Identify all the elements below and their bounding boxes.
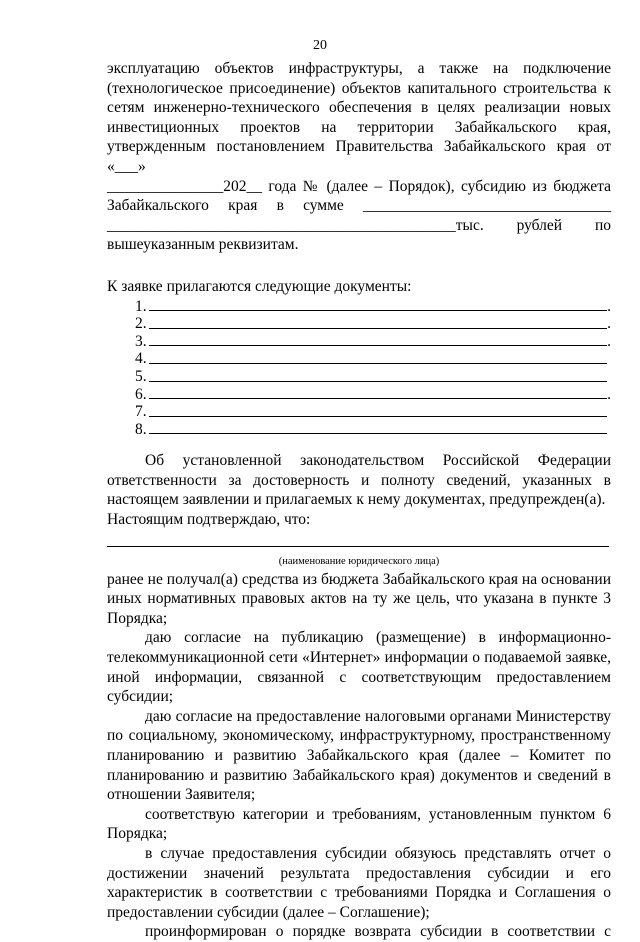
paragraph-previous-funds	[107, 570, 611, 629]
text-line: предоставлении субсидии (далее – Соглашение);	[107, 903, 430, 921]
attachment-number: 1.	[135, 297, 147, 315]
fill-in-line	[149, 398, 607, 399]
fill-in-line	[149, 416, 607, 417]
text-line: (технологическое присоединение) объектов капитального строительства к	[107, 79, 611, 97]
text-line: отношении Заявителя;	[107, 786, 256, 804]
text-line: даю согласие на публикацию (размещение) в информационно-	[145, 629, 611, 647]
attachment-number: 8.	[135, 420, 147, 438]
paragraph-refund-procedure	[107, 922, 611, 942]
attachment-line	[135, 314, 611, 332]
text-line: планированию и развитию Забайкальского края (далее – Комитет по	[107, 747, 611, 764]
attachment-end: .	[607, 332, 611, 350]
text-line: утвержденным постановлением Правительства Забайкальского края от «___»	[107, 138, 611, 175]
attachment-number: 2.	[135, 315, 147, 333]
text-line: достижении значений результата предоставления субсидии и его	[107, 864, 611, 882]
attachment-number: 4.	[135, 350, 147, 368]
attachment-number: 6.	[135, 385, 147, 403]
text-line: телекоммуникационной сети «Интернет» информации о подаваемой заявке,	[107, 649, 611, 667]
text-line: вышеуказанным реквизитам.	[107, 236, 299, 254]
responsibility-paragraph	[107, 451, 611, 510]
text-line: ответственности за достоверность и полноту сведений, указанных в	[107, 471, 611, 489]
text-line: сетям инженерно-технического обеспечения в целях реализации новых	[107, 99, 611, 117]
attachment-line	[135, 385, 611, 403]
fill-in-line	[149, 381, 607, 382]
paragraph-publication-consent	[107, 628, 611, 706]
attachment-line	[135, 349, 611, 367]
attachments-heading: К заявке прилагаются следующие документы:	[107, 277, 412, 295]
text-line: _______________202__ года № (далее – Порядок), субсидию из бюджета	[107, 177, 611, 195]
text-line: настоящем заявлении и прилагаемых к нему документах, предупрежден(а).	[107, 491, 606, 509]
text-line: субсидии;	[107, 688, 174, 706]
text-line: Порядка;	[107, 609, 168, 627]
attachments-list	[107, 297, 611, 438]
page-number: 20	[313, 38, 327, 53]
attachment-line	[135, 402, 611, 420]
text-line: даю согласие на предоставление налоговыми органами Министерству	[145, 707, 611, 725]
attachment-end: .	[607, 385, 611, 403]
text-line: соответствую категории и требованиям, установленным пунктом 6	[145, 805, 611, 823]
fill-in-line	[149, 363, 607, 364]
attachment-number: 5.	[135, 367, 147, 385]
fill-in-line	[149, 345, 607, 346]
paragraph-tax-consent	[107, 707, 611, 805]
text-line: в случае предоставления субсидии обязуюсь представлять отчет о	[145, 844, 611, 862]
intro-paragraph	[107, 59, 611, 255]
attachment-line	[135, 332, 611, 350]
attachment-number: 7.	[135, 403, 147, 421]
text-line: по социальному, экономическому, инфраструктурному, пространственному	[107, 727, 611, 745]
attachment-end: .	[607, 315, 611, 333]
text-line: характеристик в соответствии с требованиями Порядка и Соглашения о	[107, 884, 611, 902]
paragraph-category-compliance	[107, 805, 611, 844]
text-line: проинформирован о порядке возврата субсидии в соответствии с	[145, 923, 611, 941]
attachment-number: 3.	[135, 332, 147, 350]
fill-in-line	[149, 433, 607, 434]
text-line: планированию и развитию Забайкальского края) документов и сведений в	[107, 766, 611, 784]
paragraph-report-obligation	[107, 844, 611, 922]
fill-in-line	[107, 546, 609, 547]
entity-caption: (наименование юридического лица)	[278, 555, 440, 567]
fill-in-line	[149, 328, 607, 329]
confirmation-heading: Настоящим подтверждаю, что:	[107, 511, 311, 529]
attachment-line	[135, 297, 611, 315]
text-line: инвестиционных проектов на территории Забайкальского края,	[107, 118, 611, 136]
text-line: эксплуатацию объектов инфраструктуры, а также на подключение	[107, 60, 611, 77]
attachment-end: .	[607, 297, 611, 315]
document-body	[107, 59, 611, 942]
entity-name-field	[107, 530, 611, 556]
text-line: иной информации, связанной с соответствующим предоставлением	[107, 668, 611, 686]
text-line: ранее не получал(а) средства из бюджета Забайкальского края на основании	[107, 570, 611, 588]
text-line: Порядка;	[107, 825, 168, 843]
attachment-line	[135, 420, 611, 438]
attachment-line	[135, 367, 611, 385]
text-line: _____________________________________________тыс. рублей по	[107, 216, 611, 234]
fill-in-line	[149, 310, 607, 311]
text-line: Забайкальского края в сумме ________________________________	[107, 197, 611, 215]
text-line: иных нормативных правовых актов на ту же цель, что указана в пункте 3	[107, 590, 611, 608]
text-line: Об установленной законодательством Российской Федерации	[145, 452, 611, 470]
